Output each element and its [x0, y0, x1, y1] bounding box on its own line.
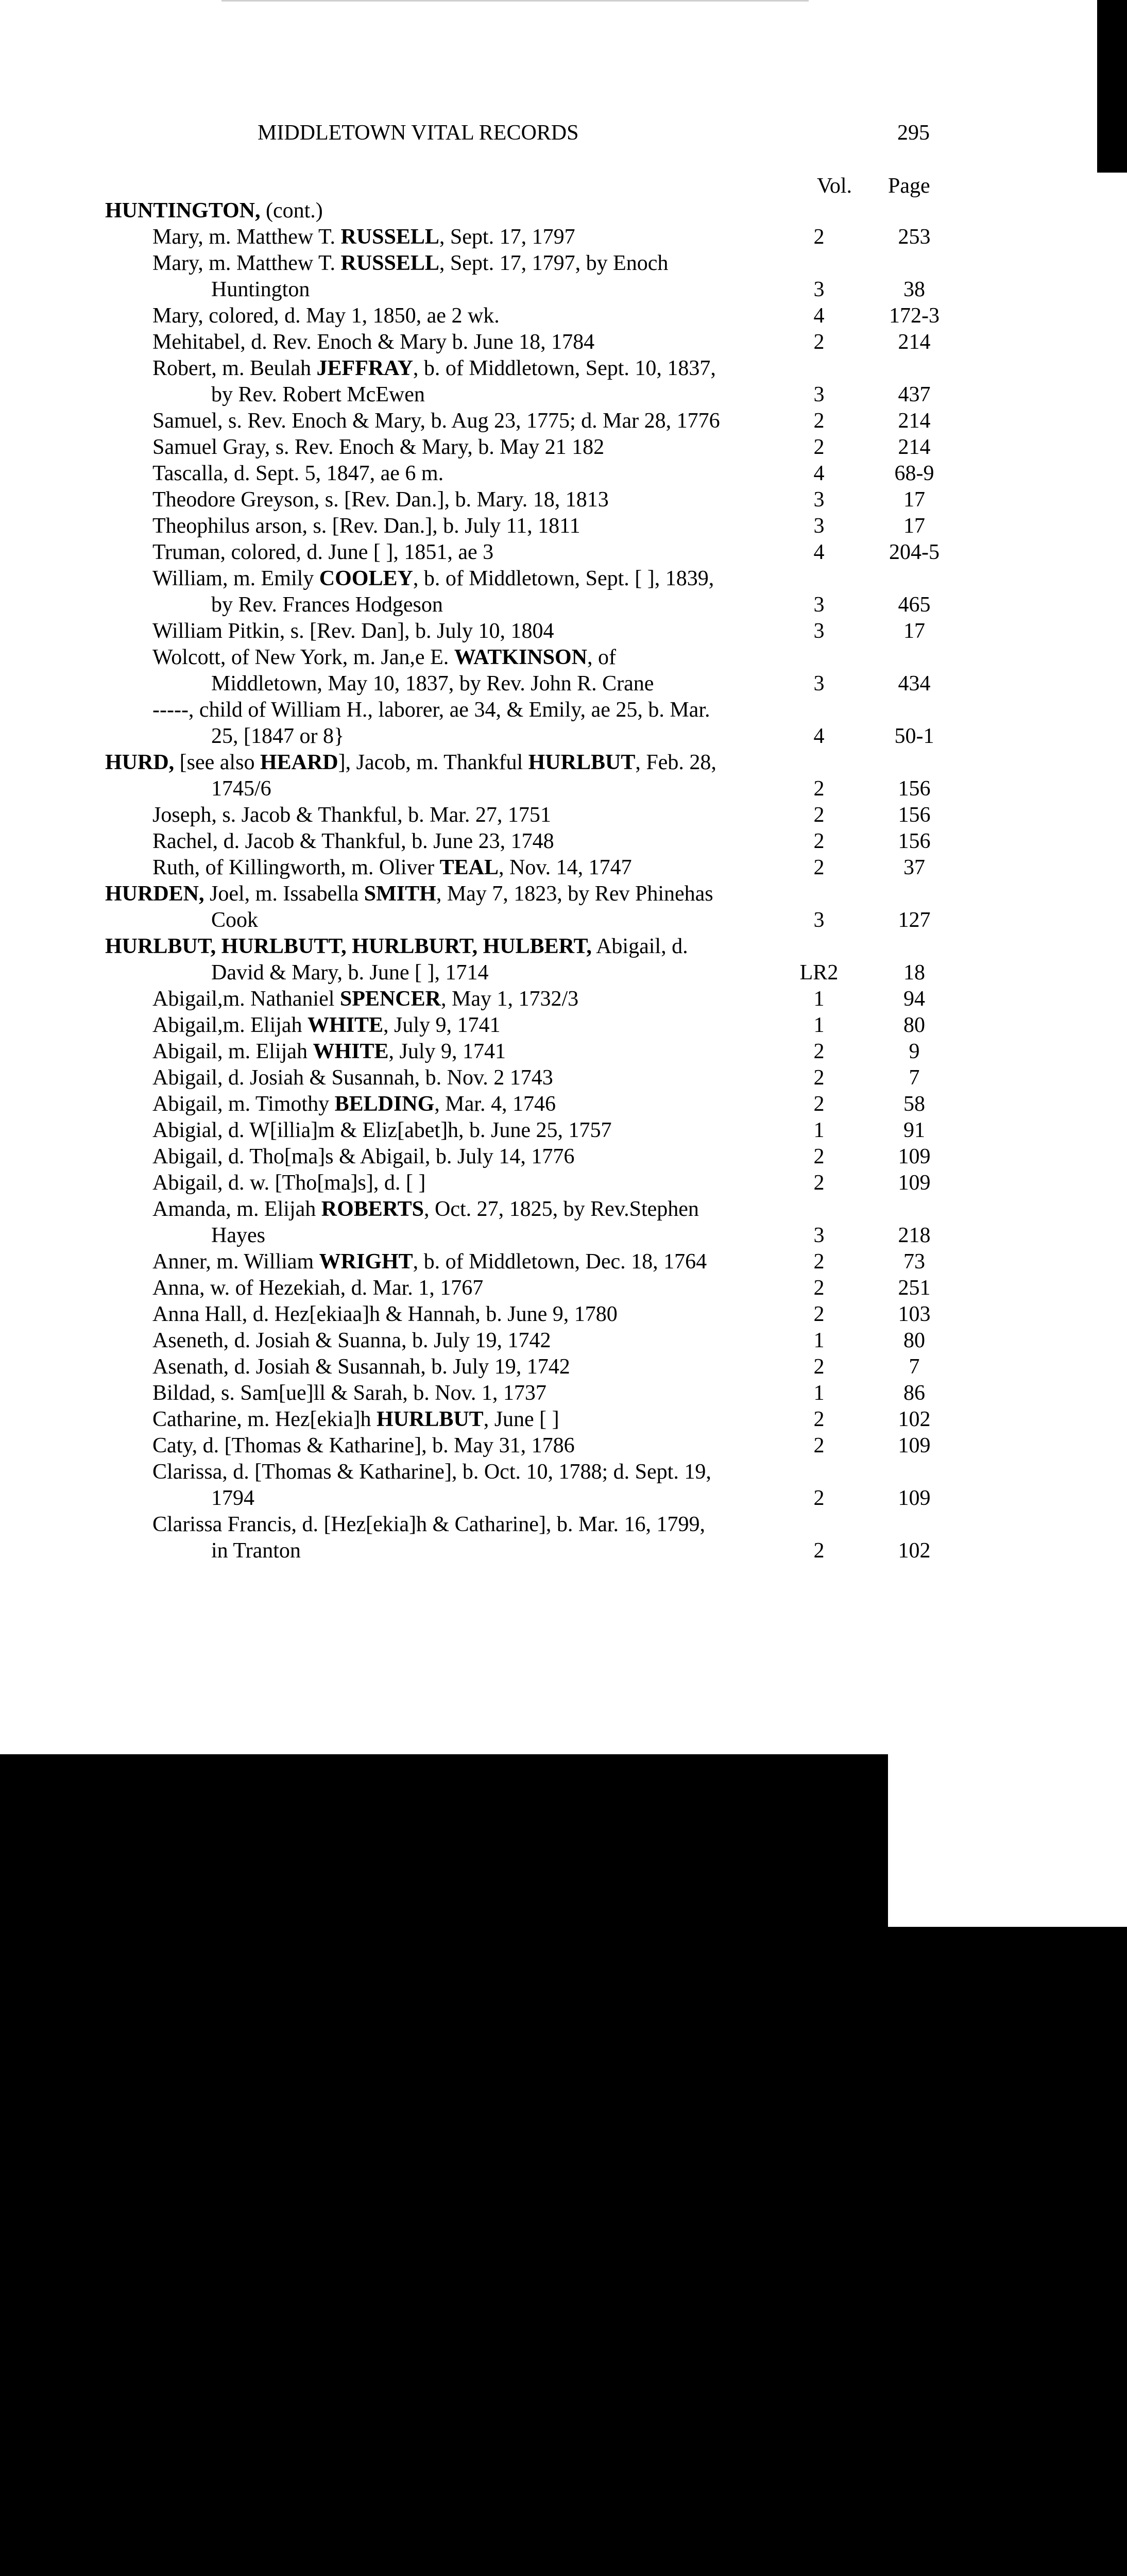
- record-entry: [0, 618, 1097, 645]
- entry-volume: 4: [813, 304, 825, 328]
- entry-continuation: Cook: [211, 908, 259, 932]
- entry-text: [0, 697, 1097, 723]
- entry-text: [0, 881, 1097, 907]
- entry-text-segment: , June [ ]: [483, 1408, 559, 1431]
- entry-surname: WATKINSON: [454, 646, 588, 669]
- entry-text-segment: Rachel, d. Jacob & Thankful, b. June 23, 1748: [152, 829, 554, 853]
- entry-page: 103: [898, 1302, 931, 1326]
- record-entry: [0, 828, 1097, 855]
- entry-volume: 2: [813, 1539, 825, 1563]
- entry-page: 9: [909, 1040, 920, 1063]
- entry-text-segment: Abigail, d.: [591, 935, 688, 958]
- entry-page: 38: [903, 278, 925, 301]
- entry-text-segment: William Pitkin, s. [Rev. Dan], b. July 10, 1804: [152, 619, 554, 643]
- record-entry: [0, 1433, 1097, 1459]
- entry-text-segment: Catharine, m. Hez[ekia]h: [152, 1408, 377, 1431]
- entry-page: 7: [909, 1066, 920, 1090]
- entry-page: 80: [903, 1013, 925, 1037]
- entry-text-segment: Mary, m. Matthew T.: [152, 251, 341, 275]
- record-entry: [0, 855, 1097, 881]
- entry-volume: 2: [813, 1276, 825, 1300]
- entry-page: 214: [898, 409, 931, 433]
- entry-text-segment: Caty, d. [Thomas & Katharine], b. May 31, 1786: [152, 1434, 575, 1458]
- entry-text-segment: Abigail, m. Timothy: [152, 1092, 335, 1116]
- entry-text: [0, 1512, 1097, 1538]
- entry-surname: HURD,: [105, 751, 175, 774]
- entry-page: 251: [898, 1276, 931, 1300]
- entry-text: [0, 1196, 1097, 1223]
- entry-continuation: 25, [1847 or 8}: [211, 724, 345, 748]
- entry-volume: 2: [813, 856, 825, 879]
- entry-text: [0, 355, 1097, 382]
- entry-page: 156: [898, 803, 931, 827]
- entry-page: 17: [903, 619, 925, 643]
- entry-continuation: 1745/6: [211, 777, 271, 801]
- entry-page: 218: [898, 1224, 931, 1247]
- entry-volume: 3: [813, 672, 825, 696]
- entry-text-segment: William, m. Emily: [152, 567, 319, 590]
- entry-page: 156: [898, 777, 931, 801]
- entry-surname: HURLBUT: [376, 1408, 484, 1431]
- entry-surname: JEFFRAY: [316, 357, 413, 380]
- entry-volume: 2: [813, 330, 825, 354]
- entry-text: [0, 934, 1097, 960]
- entry-text-segment: , July 9, 1741: [388, 1040, 506, 1063]
- record-entry: [0, 1196, 1097, 1249]
- entry-text: [0, 198, 1097, 224]
- entry-text-segment: Mehitabel, d. Rev. Enoch & Mary b. June 18, 1784: [152, 330, 595, 354]
- entry-volume: 3: [813, 619, 825, 643]
- entry-text-segment: Wolcott, of New York, m. Jan,e E.: [152, 646, 454, 669]
- entry-text-segment: Abigial, d. W[illia]m & Eliz[abet]h, b. June 25, 1757: [152, 1118, 612, 1142]
- entry-surname: HURLBUT: [528, 751, 636, 774]
- entry-volume: 3: [813, 488, 825, 512]
- entry-volume: 2: [813, 1408, 825, 1431]
- entry-volume: 2: [813, 803, 825, 827]
- record-entry: [0, 1328, 1097, 1354]
- entry-text-segment: [see also: [174, 751, 260, 774]
- entry-text-segment: , b. of Middletown, Sept. 10, 1837,: [413, 357, 716, 380]
- entry-surname: HUNTINGTON,: [105, 199, 261, 223]
- record-entry: [0, 1039, 1097, 1065]
- entry-volume: 1: [813, 1118, 825, 1142]
- entry-page: 214: [898, 330, 931, 354]
- record-entry: [0, 303, 1097, 329]
- entry-volume: 2: [813, 435, 825, 459]
- entry-text: [0, 645, 1097, 671]
- record-entry: [0, 881, 1097, 934]
- entry-text-segment: Anna Hall, d. Hez[ekiaa]h & Hannah, b. June 9, 1780: [152, 1302, 618, 1326]
- entry-volume: 2: [813, 225, 825, 249]
- entry-page: 214: [898, 435, 931, 459]
- entry-page: 434: [898, 672, 931, 696]
- entry-text-segment: Ruth, of Killingworth, m. Oliver: [152, 856, 440, 879]
- entry-surname: HURDEN,: [105, 882, 204, 906]
- entry-text-segment: -----, child of William H., laborer, ae 34, & Emily, ae 25, b. Mar.: [152, 698, 710, 722]
- record-entry: [0, 697, 1097, 750]
- entry-volume: 2: [813, 1040, 825, 1063]
- record-entry: [0, 408, 1097, 434]
- record-entry: [0, 802, 1097, 828]
- record-entry: [0, 198, 1097, 224]
- entry-page: 7: [909, 1355, 920, 1379]
- entry-continuation: by Rev. Frances Hodgeson: [211, 593, 443, 617]
- record-entry: [0, 224, 1097, 250]
- record-entry: [0, 487, 1097, 513]
- record-entry: [0, 1117, 1097, 1144]
- entry-page: 437: [898, 383, 931, 406]
- entry-page: 102: [898, 1408, 931, 1431]
- entry-text-segment: Clarissa Francis, d. [Hez[ekia]h & Catharine], b. Mar. 16, 1799,: [152, 1513, 706, 1536]
- entry-text-segment: Samuel Gray, s. Rev. Enoch & Mary, b. May 21 182: [152, 435, 605, 459]
- entry-page: 58: [903, 1092, 925, 1116]
- entry-text-segment: Mary, m. Matthew T.: [152, 225, 341, 249]
- record-entry: [0, 1065, 1097, 1091]
- record-entry: [0, 1380, 1097, 1406]
- entry-volume: 2: [813, 829, 825, 853]
- entry-surname: BELDING: [334, 1092, 435, 1116]
- column-header-vol: Vol.: [816, 174, 852, 198]
- entry-continuation: Middletown, May 10, 1837, by Rev. John R. Crane: [211, 672, 654, 696]
- entry-page: 102: [898, 1539, 931, 1563]
- entry-page: 50-1: [894, 724, 934, 748]
- entry-text-segment: (cont.): [260, 199, 323, 223]
- record-entry: [0, 645, 1097, 697]
- entry-text: [0, 750, 1097, 776]
- entry-page: 204-5: [889, 540, 940, 564]
- record-entry: [0, 1459, 1097, 1512]
- entry-text: [0, 250, 1097, 277]
- entry-page: 37: [903, 856, 925, 879]
- entry-surname: WHITE: [307, 1013, 383, 1037]
- entry-page: 156: [898, 829, 931, 853]
- entry-text: [0, 566, 1097, 592]
- record-entry: [0, 1144, 1097, 1170]
- entry-text: [0, 1459, 1097, 1485]
- entry-volume: 2: [813, 1145, 825, 1168]
- entry-text-segment: Joel, m. Issabella: [204, 882, 364, 906]
- entry-page: 109: [898, 1171, 931, 1195]
- entry-page: 109: [898, 1486, 931, 1510]
- entry-volume: 3: [813, 514, 825, 538]
- record-entry: [0, 1406, 1097, 1433]
- entry-text-segment: , b. of Middletown, Sept. [ ], 1839,: [413, 567, 714, 590]
- scan-edge-line: [221, 0, 809, 2]
- entry-continuation: 1794: [211, 1486, 254, 1510]
- entry-page: 94: [903, 987, 925, 1011]
- record-entry: [0, 1512, 1097, 1564]
- entry-text-segment: Theophilus arson, s. [Rev. Dan.], b. July 11, 1811: [152, 514, 580, 538]
- entry-page: 109: [898, 1145, 931, 1168]
- column-header-page: Page: [888, 173, 1127, 1927]
- entry-text-segment: Robert, m. Beulah: [152, 357, 317, 380]
- entry-volume: 3: [813, 908, 825, 932]
- record-entry: [0, 1354, 1097, 1380]
- entry-continuation: by Rev. Robert McEwen: [211, 383, 425, 406]
- entry-volume: 4: [813, 462, 825, 485]
- entry-page: 253: [898, 225, 931, 249]
- entry-text-segment: Abigail, d. Josiah & Susannah, b. Nov. 2 1743: [152, 1066, 553, 1090]
- entry-surname: RUSSELL: [340, 225, 439, 249]
- record-entry: [0, 1170, 1097, 1196]
- entry-page: 18: [903, 961, 925, 985]
- entry-page: 86: [903, 1381, 925, 1405]
- entry-volume: 2: [813, 1171, 825, 1195]
- entry-continuation: Huntington: [211, 278, 310, 301]
- entry-surname: ROBERTS: [321, 1197, 424, 1221]
- entry-text-segment: Anna, w. of Hezekiah, d. Mar. 1, 1767: [152, 1276, 484, 1300]
- entry-text-segment: Asenath, d. Josiah & Susannah, b. July 19, 1742: [152, 1355, 570, 1379]
- entry-volume: 3: [813, 1224, 825, 1247]
- entry-text-segment: Amanda, m. Elijah: [152, 1197, 321, 1221]
- entry-text-segment: Abigail,m. Nathaniel: [152, 987, 340, 1011]
- page-number: 295: [897, 121, 930, 145]
- entry-page: 465: [898, 593, 931, 617]
- entry-volume: 2: [813, 777, 825, 801]
- record-entry: [0, 1275, 1097, 1301]
- entry-text-segment: , May 1, 1732/3: [440, 987, 579, 1011]
- entry-continuation: in Tranton: [211, 1539, 301, 1563]
- running-title: MIDDLETOWN VITAL RECORDS: [258, 121, 579, 145]
- entry-volume: 1: [813, 1013, 825, 1037]
- entry-page: 73: [903, 1250, 925, 1274]
- record-entry: [0, 750, 1097, 802]
- entry-volume: 3: [813, 383, 825, 406]
- entry-text-segment: Aseneth, d. Josiah & Suanna, b. July 19, 1742: [152, 1329, 551, 1352]
- entry-page: 109: [898, 1434, 931, 1458]
- record-entry: [0, 986, 1097, 1012]
- record-entry: [0, 1301, 1097, 1328]
- entry-volume: 2: [813, 1434, 825, 1458]
- entry-volume: 2: [813, 1355, 825, 1379]
- entry-volume: 1: [813, 1381, 825, 1405]
- entry-text-segment: Samuel, s. Rev. Enoch & Mary, b. Aug 23, 1775; d. Mar 28, 1776: [152, 409, 720, 433]
- entry-text-segment: , Nov. 14, 1747: [499, 856, 632, 879]
- record-entry: [0, 355, 1097, 408]
- record-entry: [0, 329, 1097, 355]
- entry-page: 91: [903, 1118, 925, 1142]
- entry-text-segment: , July 9, 1741: [383, 1013, 501, 1037]
- record-entry: [0, 434, 1097, 461]
- entry-surname: COOLEY: [319, 567, 413, 590]
- record-entries: [0, 198, 1097, 1564]
- entry-volume: 4: [813, 540, 825, 564]
- entry-surname: TEAL: [439, 856, 499, 879]
- entry-text-segment: , b. of Middletown, Dec. 18, 1764: [413, 1250, 707, 1274]
- entry-volume: 4: [813, 724, 825, 748]
- entry-surname: HURLBUT, HURLBUTT, HURLBURT, HULBERT,: [105, 935, 592, 958]
- entry-continuation: Hayes: [211, 1224, 265, 1247]
- entry-volume: 2: [813, 1250, 825, 1274]
- entry-text-segment: , Oct. 27, 1825, by Rev.Stephen: [424, 1197, 699, 1221]
- entry-text-segment: Abigail, d. Tho[ma]s & Abigail, b. July 14, 1776: [152, 1145, 575, 1168]
- record-entry: [0, 1091, 1097, 1117]
- entry-surname: WHITE: [313, 1040, 389, 1063]
- entry-text-segment: Truman, colored, d. June [ ], 1851, ae 3: [152, 540, 494, 564]
- entry-text-segment: , Mar. 4, 1746: [434, 1092, 556, 1116]
- record-entry: [0, 1249, 1097, 1275]
- record-entry: [0, 513, 1097, 539]
- entry-text-segment: , of: [587, 646, 617, 669]
- entry-volume: 3: [813, 278, 825, 301]
- record-entry: [0, 934, 1097, 986]
- entry-text-segment: Bildad, s. Sam[ue]ll & Sarah, b. Nov. 1, 1737: [152, 1381, 547, 1405]
- entry-volume: LR2: [799, 961, 839, 985]
- entry-surname: HEARD: [260, 751, 338, 774]
- entry-text-segment: ], Jacob, m. Thankful: [338, 751, 528, 774]
- record-entry: [0, 250, 1097, 303]
- entry-text-segment: Mary, colored, d. May 1, 1850, ae 2 wk.: [152, 304, 500, 328]
- entry-continuation: David & Mary, b. June [ ], 1714: [211, 961, 489, 985]
- entry-page: 172-3: [889, 304, 940, 328]
- entry-surname: SPENCER: [339, 987, 441, 1011]
- entry-text-segment: Theodore Greyson, s. [Rev. Dan.], b. Mary. 18, 1813: [152, 488, 609, 512]
- entry-volume: 3: [813, 593, 825, 617]
- record-entry: [0, 539, 1097, 566]
- entry-text-segment: , Sept. 17, 1797, by Enoch: [439, 251, 669, 275]
- entry-text-segment: Joseph, s. Jacob & Thankful, b. Mar. 27, 1751: [152, 803, 551, 827]
- entry-volume: 1: [813, 987, 825, 1011]
- entry-text-segment: Tascalla, d. Sept. 5, 1847, ae 6 m.: [152, 462, 444, 485]
- record-entry: [0, 566, 1097, 618]
- record-entry: [0, 461, 1097, 487]
- entry-text-segment: , Sept. 17, 1797: [439, 225, 575, 249]
- entry-text-segment: , Feb. 28,: [635, 751, 716, 774]
- entry-volume: 2: [813, 1066, 825, 1090]
- entry-page: 17: [903, 514, 925, 538]
- entry-volume: 2: [813, 1302, 825, 1326]
- entry-text-segment: Anner, m. William: [152, 1250, 319, 1274]
- entry-volume: 2: [813, 409, 825, 433]
- entry-page: 80: [903, 1329, 925, 1352]
- entry-page: 17: [903, 488, 925, 512]
- entry-text-segment: Clarissa, d. [Thomas & Katharine], b. Oct. 10, 1788; d. Sept. 19,: [152, 1460, 711, 1484]
- entry-text-segment: , May 7, 1823, by Rev Phinehas: [436, 882, 713, 906]
- entry-surname: SMITH: [364, 882, 436, 906]
- entry-page: 68-9: [894, 462, 934, 485]
- record-entry: [0, 1012, 1097, 1039]
- entry-text-segment: Abigail,m. Elijah: [152, 1013, 308, 1037]
- entry-volume: 1: [813, 1329, 825, 1352]
- entry-text-segment: Abigail, d. w. [Tho[ma]s], d. [ ]: [152, 1171, 426, 1195]
- entry-text-segment: Abigail, m. Elijah: [152, 1040, 313, 1063]
- entry-surname: RUSSELL: [340, 251, 439, 275]
- entry-surname: WRIGHT: [319, 1250, 413, 1274]
- entry-volume: 2: [813, 1092, 825, 1116]
- entry-volume: 2: [813, 1486, 825, 1510]
- entry-page: 127: [898, 908, 931, 932]
